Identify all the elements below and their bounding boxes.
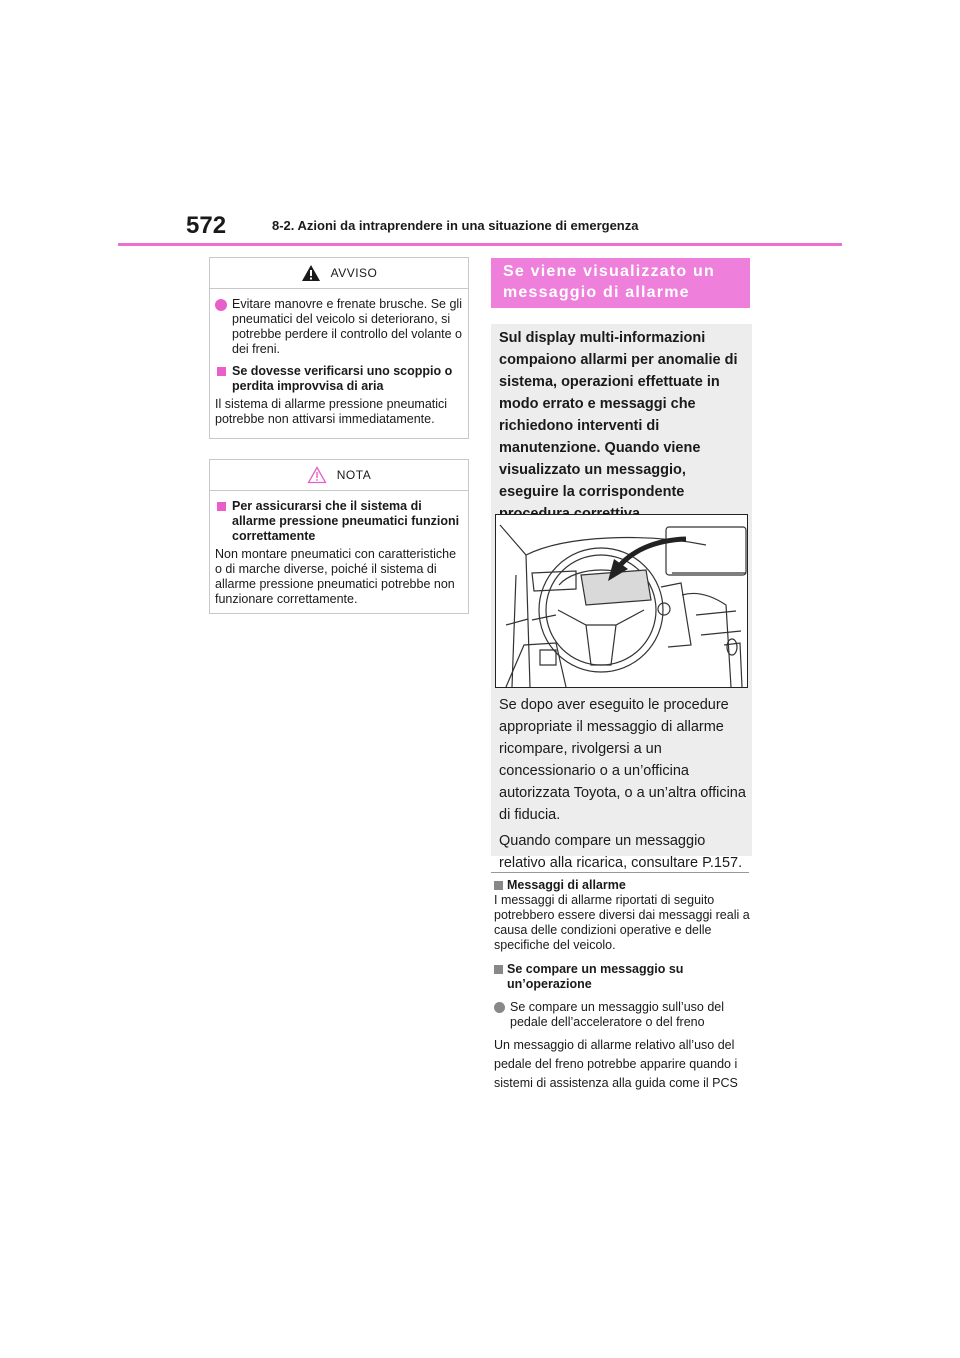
warning-bullet bbox=[215, 297, 463, 357]
messages-text-1: I messaggi di allarme riportati di seguito potrebbero essere diversi dai messaggi reali a causa delle condizioni operative e delle specifiche del veicolo. bbox=[494, 893, 750, 952]
dashboard-drawing bbox=[496, 515, 748, 688]
messages-rule bbox=[491, 872, 749, 873]
messages-heading-2 bbox=[494, 962, 754, 992]
warning-box bbox=[209, 257, 469, 439]
messages-heading-1-text: Messaggi di allarme bbox=[507, 878, 626, 892]
messages-bullet bbox=[494, 1000, 754, 1030]
alert-intro: Sul display multi-informazioni compaiono allarmi per anomalie di sistema, operazioni effettuate in modo errato e messaggi che richiedono interventi di manutenzione. Quando viene visualizzato un messaggio, eseguire la corrispondente bbox=[499, 330, 738, 500]
bullet-square-icon bbox=[494, 965, 503, 974]
note-subheading-text: Per assicurarsi che il sistema di allarme pressione pneumatici funzioni correttamente bbox=[232, 499, 460, 543]
note-box bbox=[209, 459, 469, 614]
bullet-square-icon bbox=[217, 502, 226, 511]
warning-icon bbox=[301, 264, 321, 282]
alert-panel bbox=[491, 324, 752, 871]
messages-bullet-text: Se compare un messaggio sull’uso del pedale dell’acceleratore o del freno bbox=[510, 1000, 725, 1029]
header-rule bbox=[118, 243, 842, 246]
bullet-square-icon bbox=[494, 881, 503, 890]
alert-banner: Se viene visualizzato un messaggio di allarme bbox=[491, 258, 750, 308]
warning-box-header bbox=[210, 258, 468, 289]
warning-bullet-text: Evitare manovre e frenate brusche. Se gli pneumatici del veicolo si deteriorano, si potrebbe perdere il controllo del volante o dei freni. bbox=[232, 297, 463, 356]
dashboard-illustration bbox=[495, 514, 748, 688]
warning-text: Il sistema di allarme pressione pneumatici potrebbe non attivarsi immediatamente. bbox=[215, 397, 448, 426]
note-text: Non montare pneumatici con caratteristiche o di marche diverse, poiché il sistema di allarme pressione pneumatici potrebbe non funzionare correttamente. bbox=[215, 547, 457, 606]
warning-subheading-text: Se dovesse verificarsi uno scoppio o perdita improvvisa di aria bbox=[232, 364, 453, 393]
section-title: 8-2. Azioni da intraprendere in una situazione di emergenza bbox=[272, 218, 639, 233]
note-box-header bbox=[210, 460, 468, 491]
note-title: NOTA bbox=[336, 468, 372, 482]
page-number: 572 bbox=[186, 212, 227, 239]
messages-heading-2-text: Se compare un messaggio su un’operazione bbox=[507, 962, 684, 991]
messages-heading-1 bbox=[494, 878, 754, 893]
caution-icon bbox=[307, 466, 327, 484]
warning-title: AVVISO bbox=[330, 266, 378, 280]
bullet-dot-icon bbox=[215, 299, 227, 311]
warning-subheading bbox=[215, 364, 463, 394]
messages-text-2: Un messaggio di allarme relativo all’uso del pedale del freno potrebbe apparire quando i sistemi di assistenza alla guida come il PCS bbox=[494, 1038, 738, 1090]
bullet-dot-icon bbox=[494, 1002, 505, 1013]
note-subheading bbox=[215, 499, 463, 544]
note-box-body bbox=[210, 491, 468, 607]
alert-text-2: Quando compare un messaggio relativo alla ricarica, consultare P.157. bbox=[499, 833, 743, 871]
alert-text-1: Se dopo aver eseguito le procedure appropriate il messaggio di allarme ricompare, rivolgersi a un concessionario o a un’officina autorizzata Toyota, o a un’altra officina di fiducia. bbox=[499, 697, 746, 823]
warning-box-body bbox=[210, 289, 468, 427]
messages-section bbox=[494, 878, 754, 1093]
alert-text bbox=[499, 694, 747, 878]
bullet-square-icon bbox=[217, 367, 226, 376]
